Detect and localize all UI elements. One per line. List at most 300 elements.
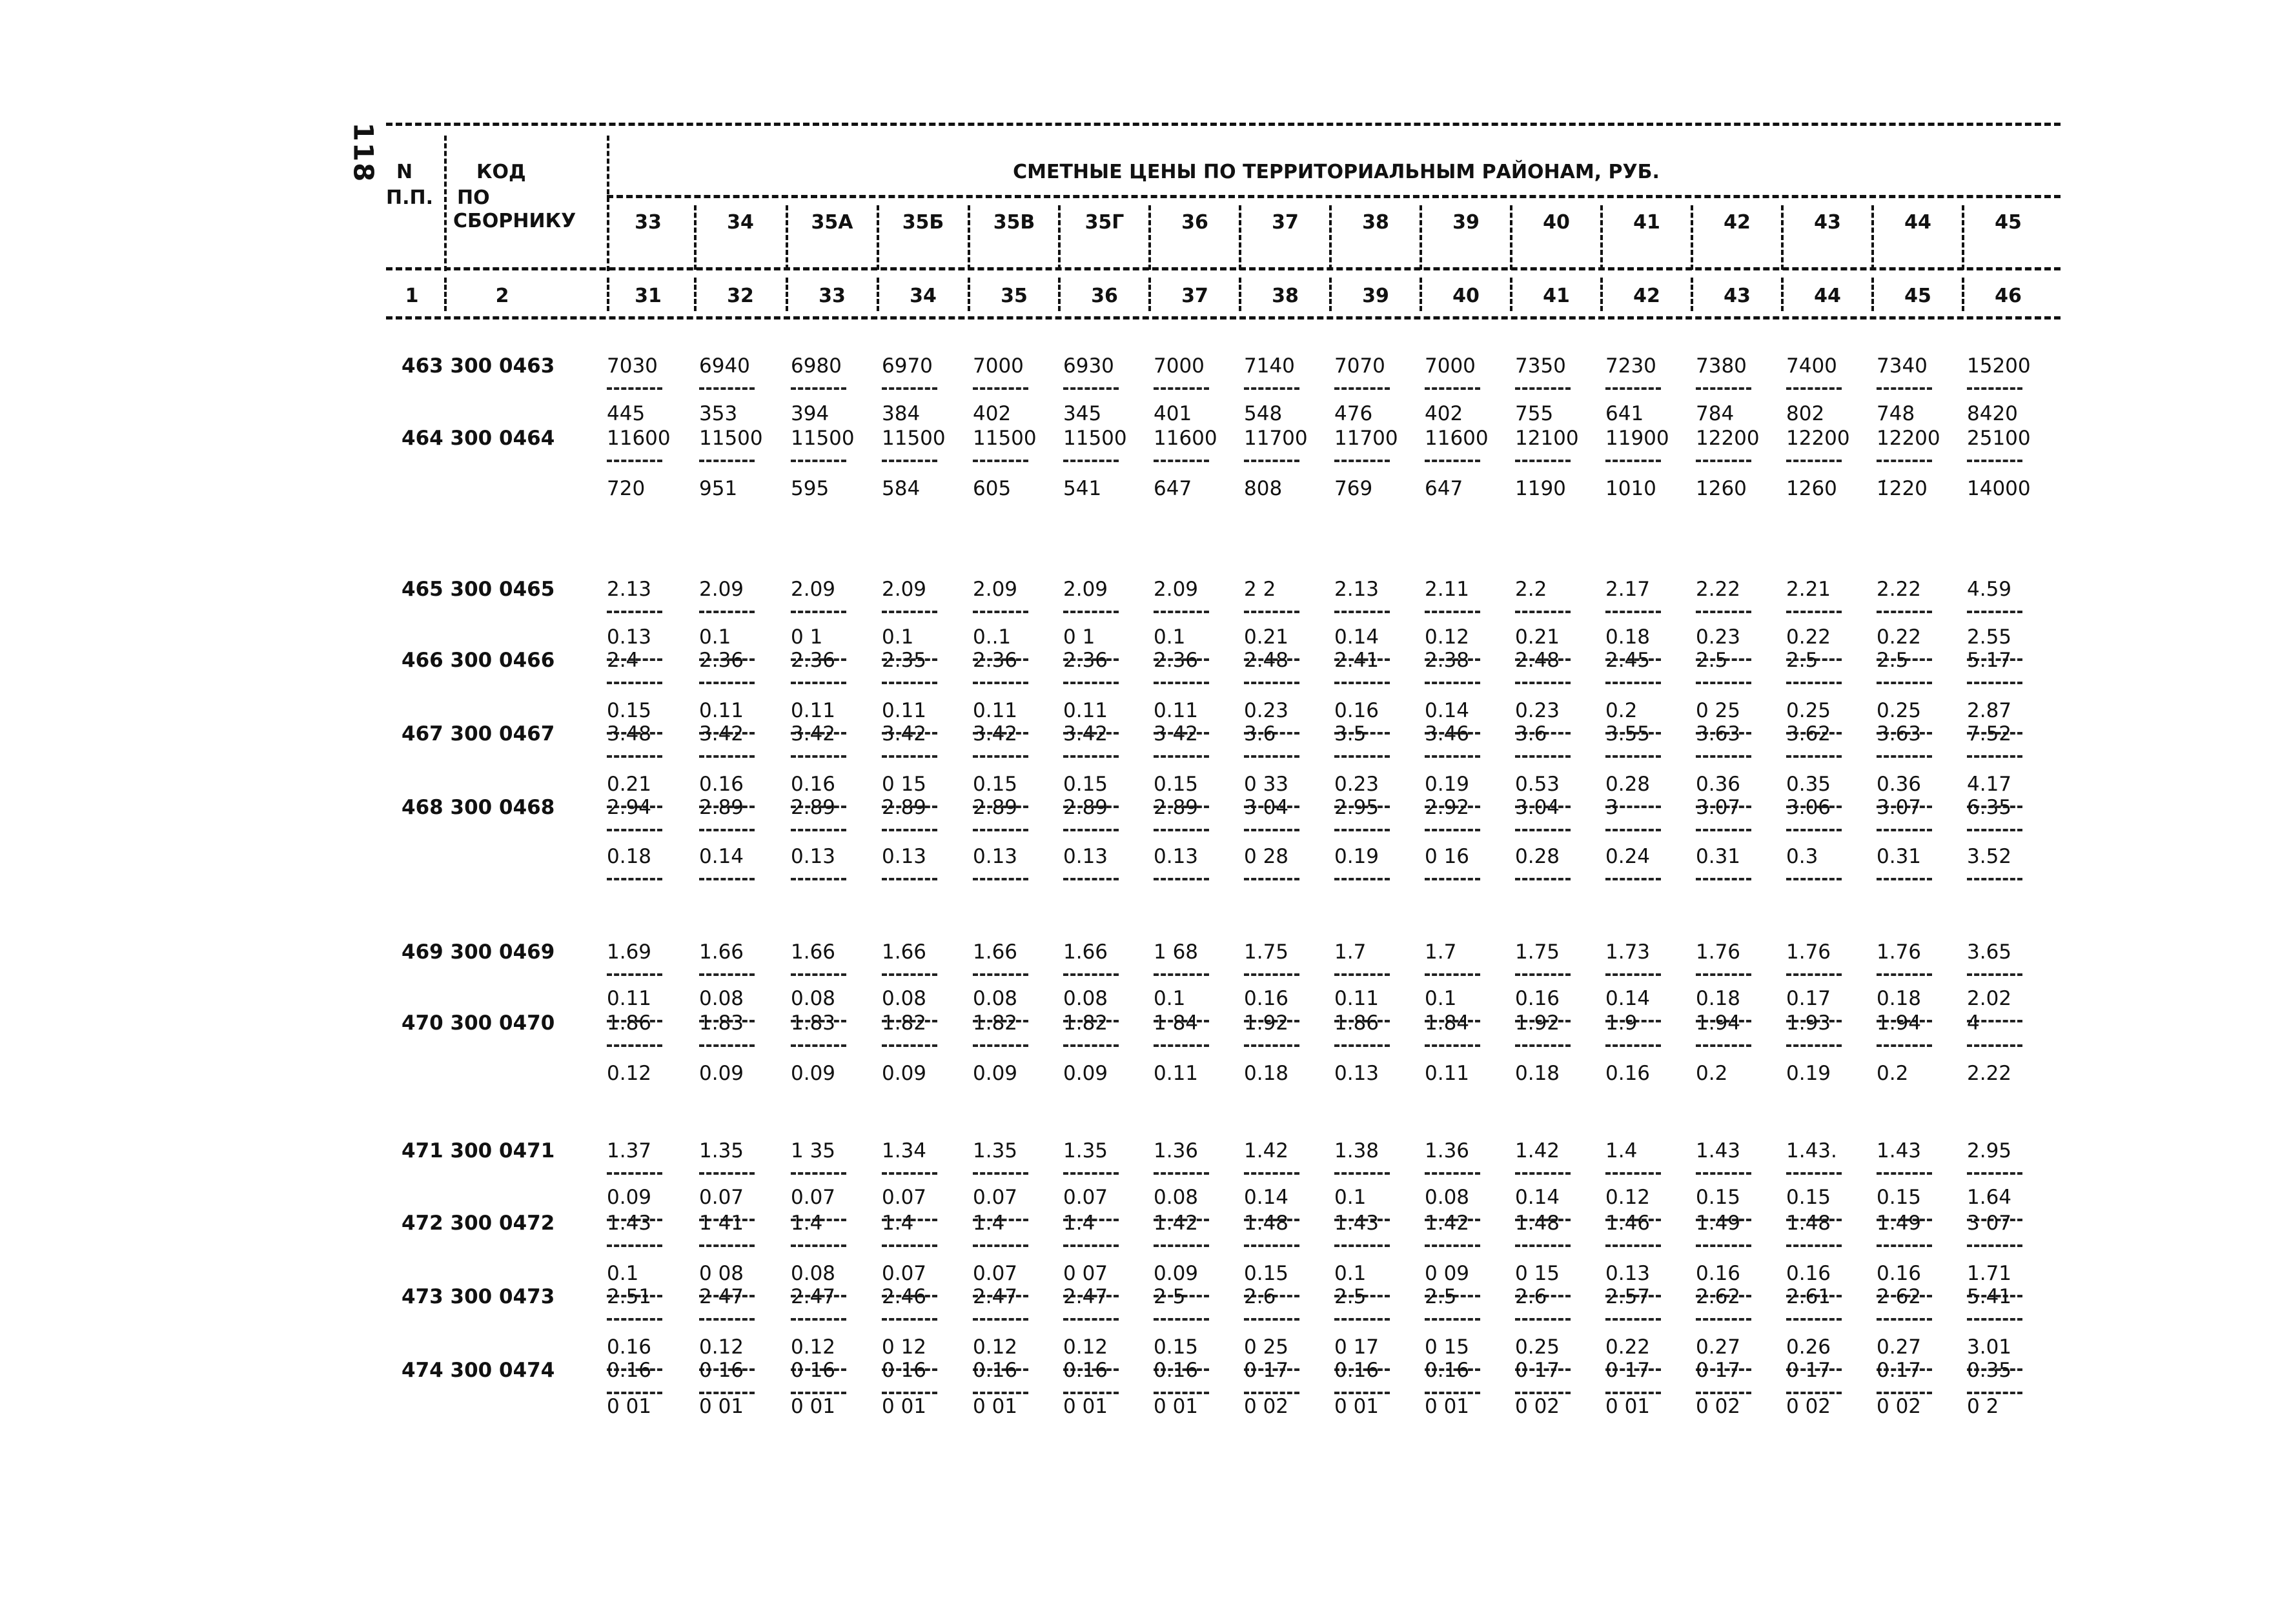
- price-cell: 1.66: [699, 940, 744, 964]
- price-cell: 0.16: [1244, 987, 1289, 1010]
- price-cell: 2.4: [607, 649, 639, 672]
- fraction-rule: [607, 1318, 662, 1321]
- price-cell: 0.11: [1334, 987, 1379, 1010]
- price-cell: 1260: [1696, 477, 1747, 500]
- index-number: 37: [1181, 285, 1208, 307]
- region-header: 35В: [993, 211, 1035, 234]
- price-cell: 0.07: [699, 1186, 744, 1209]
- fraction-rule: [1063, 1318, 1119, 1321]
- price-cell: 1.38: [1334, 1139, 1379, 1162]
- price-cell: 0 17: [1334, 1335, 1379, 1359]
- price-cell: 11500: [699, 427, 763, 450]
- fraction-rule: [1515, 682, 1571, 684]
- price-cell: 0 02: [1515, 1395, 1560, 1418]
- fraction-rule: [1696, 1318, 1751, 1321]
- divider-n: [444, 136, 447, 271]
- price-cell: 1.48: [1786, 1212, 1831, 1235]
- row-label: 467 300 0467: [402, 722, 555, 746]
- price-cell: 11700: [1244, 427, 1308, 450]
- price-cell: 0 16: [699, 1359, 744, 1382]
- fraction-rule: [1515, 1044, 1571, 1047]
- price-cell: 0.08: [791, 987, 836, 1010]
- column-separator: [1871, 205, 1874, 270]
- index-number: 32: [727, 285, 754, 307]
- fraction-rule: [973, 1318, 1028, 1321]
- price-cell: 0.18: [1877, 987, 1922, 1010]
- row-label: 466 300 0466: [402, 649, 555, 672]
- price-cell: 0.16: [791, 773, 836, 796]
- price-cell: 1.82: [882, 1011, 927, 1035]
- price-cell: 0.11: [699, 699, 744, 722]
- region-header: 35Б: [902, 211, 944, 234]
- fraction-rule: [1425, 682, 1480, 684]
- column-separator: [1962, 278, 1964, 311]
- price-cell: 2.47: [1063, 1285, 1108, 1308]
- price-cell: 0.3: [1786, 845, 1818, 868]
- price-cell: 0 17: [1696, 1359, 1741, 1382]
- fraction-rule: [1967, 755, 2022, 758]
- fraction-rule: [1244, 460, 1299, 462]
- price-cell: 2.45: [1605, 649, 1651, 672]
- price-cell: 11500: [791, 427, 855, 450]
- fraction-rule: [1605, 1392, 1661, 1394]
- price-cell: 7140: [1244, 354, 1295, 378]
- fraction-rule: [791, 1044, 846, 1047]
- fraction-rule: [1696, 1172, 1751, 1175]
- column-separator: [1871, 278, 1874, 311]
- price-cell: 1.93: [1786, 1011, 1831, 1035]
- fraction-rule: [882, 387, 937, 390]
- fraction-rule: [699, 1244, 755, 1247]
- price-cell: 1.43: [607, 1212, 652, 1235]
- fraction-rule: [973, 878, 1028, 880]
- fraction-rule: [1063, 1172, 1119, 1175]
- region-header: 37: [1272, 211, 1299, 234]
- fraction-rule: [1786, 829, 1842, 831]
- price-cell: 0.13: [882, 845, 927, 868]
- column-separator: [1420, 278, 1422, 311]
- price-cell: 1.7: [1334, 940, 1367, 964]
- fraction-rule: [1696, 878, 1751, 880]
- price-cell: 0 07: [1063, 1262, 1108, 1285]
- price-cell: 0 02: [1877, 1395, 1922, 1418]
- fraction-rule: [1515, 878, 1571, 880]
- fraction-rule: [1154, 1172, 1209, 1175]
- fraction-rule: [1877, 1172, 1932, 1175]
- price-cell: 2.36: [1063, 649, 1108, 672]
- fraction-rule: [1063, 1392, 1119, 1394]
- fraction-rule: [791, 973, 846, 976]
- fraction-rule: [1515, 460, 1571, 462]
- region-header: 40: [1543, 211, 1570, 234]
- price-cell: 0.22: [1786, 625, 1831, 649]
- price-cell: 755: [1515, 402, 1554, 425]
- price-cell: 2.89: [1063, 796, 1108, 819]
- fraction-rule: [1696, 387, 1751, 390]
- fraction-rule: [1696, 755, 1751, 758]
- price-cell: 0.08: [882, 987, 927, 1010]
- price-cell: 7350: [1515, 354, 1566, 378]
- fraction-rule: [1425, 611, 1480, 613]
- fraction-rule: [1877, 682, 1932, 684]
- price-cell: 0.15: [1154, 1335, 1199, 1359]
- fraction-rule: [1063, 460, 1119, 462]
- fraction-rule: [1425, 460, 1480, 462]
- price-cell: 2.55: [1967, 625, 2012, 649]
- fraction-rule: [791, 611, 846, 613]
- fraction-rule: [1877, 1044, 1932, 1047]
- header-rule: [386, 267, 2061, 270]
- price-cell: 12200: [1877, 427, 1940, 450]
- price-cell: 720: [607, 477, 646, 500]
- fraction-rule: [882, 1172, 937, 1175]
- fraction-rule: [1244, 1172, 1299, 1175]
- divider-n-idx: [444, 278, 447, 311]
- price-cell: 2.89: [1154, 796, 1199, 819]
- price-cell: 12200: [1786, 427, 1850, 450]
- fraction-rule: [882, 878, 937, 880]
- fraction-rule: [1063, 829, 1119, 831]
- fraction-rule: [1967, 1318, 2022, 1321]
- fraction-rule: [1605, 973, 1661, 976]
- price-cell: 0.1: [607, 1262, 639, 1285]
- price-cell: 1.42: [1515, 1139, 1560, 1162]
- fraction-rule: [699, 1044, 755, 1047]
- fraction-rule: [1877, 611, 1932, 613]
- price-cell: 0.12: [1063, 1335, 1108, 1359]
- price-cell: 1 68: [1154, 940, 1199, 964]
- index-number: 36: [1091, 285, 1118, 307]
- region-header: 41: [1633, 211, 1660, 234]
- price-cell: 0.1: [1334, 1186, 1367, 1209]
- index-number: 33: [819, 285, 846, 307]
- column-separator: [1510, 278, 1512, 311]
- price-cell: 2.36: [699, 649, 744, 672]
- price-cell: 3.07: [1696, 796, 1741, 819]
- price-cell: 0.1: [1425, 987, 1457, 1010]
- fraction-rule: [607, 1244, 662, 1247]
- fraction-rule: [607, 755, 662, 758]
- price-cell: 7070: [1334, 354, 1385, 378]
- price-cell: 1.46: [1605, 1212, 1651, 1235]
- price-cell: 1010: [1605, 477, 1656, 500]
- fraction-rule: [1063, 755, 1119, 758]
- fraction-rule: [791, 878, 846, 880]
- price-cell: 0.13: [1334, 1062, 1379, 1085]
- price-cell: 0.11: [1063, 699, 1108, 722]
- price-cell: 0.2: [1877, 1062, 1909, 1085]
- fraction-rule: [1334, 829, 1390, 831]
- column-separator: [1600, 278, 1603, 311]
- price-cell: 1.75: [1515, 940, 1560, 964]
- price-cell: 0.09: [973, 1062, 1018, 1085]
- price-cell: 0 01: [1334, 1395, 1379, 1418]
- column-separator: [1329, 205, 1332, 270]
- price-cell: 2.89: [973, 796, 1018, 819]
- price-cell: 2.46: [882, 1285, 927, 1308]
- price-cell: 0.11: [882, 699, 927, 722]
- price-cell: 3: [1605, 796, 1618, 819]
- price-cell: 2.61: [1786, 1285, 1831, 1308]
- price-cell: 1.83: [699, 1011, 744, 1035]
- fraction-rule: [1244, 611, 1299, 613]
- price-cell: 1.43: [1877, 1139, 1922, 1162]
- price-cell: 0.15: [1786, 1186, 1831, 1209]
- price-cell: 1.42: [1244, 1139, 1289, 1162]
- fraction-rule: [607, 829, 662, 831]
- price-cell: 2.5: [1877, 649, 1909, 672]
- price-cell: 1.76: [1877, 940, 1922, 964]
- fraction-rule: [1605, 1044, 1661, 1047]
- row-label: 470 300 0470: [402, 1011, 555, 1035]
- price-cell: 0.11: [607, 987, 652, 1010]
- fraction-rule: [1154, 1044, 1209, 1047]
- row-label: 468 300 0468: [402, 796, 555, 819]
- price-cell: 0.09: [1154, 1262, 1199, 1285]
- price-cell: 0.08: [699, 987, 744, 1010]
- price-cell: 0.21: [1244, 625, 1289, 649]
- fraction-rule: [1967, 611, 2022, 613]
- price-cell: 6.35: [1967, 796, 2012, 819]
- fraction-rule: [1786, 682, 1842, 684]
- fraction-rule: [973, 387, 1028, 390]
- price-cell: 12100: [1515, 427, 1579, 450]
- price-cell: 445: [607, 402, 646, 425]
- price-cell: 1.9: [1605, 1011, 1638, 1035]
- price-cell: 2.92: [1425, 796, 1470, 819]
- price-cell: 0.17: [1877, 1359, 1922, 1382]
- price-cell: 3.62: [1786, 722, 1831, 746]
- fraction-rule: [1063, 682, 1119, 684]
- fraction-rule: [607, 1172, 662, 1175]
- price-cell: 3.42: [791, 722, 836, 746]
- region-header: 36: [1181, 211, 1208, 234]
- index-number: 40: [1452, 285, 1480, 307]
- col-n-header-sub: П.П.: [386, 187, 434, 209]
- price-cell: 1.66: [791, 940, 836, 964]
- price-cell: 0 17: [1244, 1359, 1289, 1382]
- price-cell: 11700: [1334, 427, 1398, 450]
- price-cell: 3.5: [1334, 722, 1367, 746]
- divider-code-idx: [607, 278, 609, 311]
- fraction-rule: [1967, 682, 2022, 684]
- fraction-rule: [1154, 755, 1209, 758]
- index-number: 46: [1995, 285, 2022, 307]
- column-separator: [1058, 278, 1061, 311]
- price-cell: 2.21: [1786, 578, 1831, 601]
- price-cell: 1 35: [791, 1139, 836, 1162]
- price-cell: 0.16: [1334, 1359, 1379, 1382]
- fraction-rule: [882, 755, 937, 758]
- fraction-rule: [1425, 1244, 1480, 1247]
- price-cell: 11600: [607, 427, 671, 450]
- price-cell: 808: [1244, 477, 1283, 500]
- price-cell: 0.17: [1786, 987, 1831, 1010]
- price-cell: 769: [1334, 477, 1373, 500]
- price-cell: 0.14: [1334, 625, 1379, 649]
- price-cell: 2.62: [1696, 1285, 1741, 1308]
- price-cell: 0 02: [1696, 1395, 1741, 1418]
- fraction-rule: [973, 611, 1028, 613]
- column-separator: [1962, 205, 1964, 270]
- fraction-rule: [973, 1172, 1028, 1175]
- price-cell: 1.35: [973, 1139, 1018, 1162]
- price-cell: 0.08: [973, 987, 1018, 1010]
- fraction-rule: [699, 973, 755, 976]
- price-cell: 3.46: [1425, 722, 1470, 746]
- price-cell: 2.2: [1515, 578, 1547, 601]
- price-cell: 0.14: [1515, 1186, 1560, 1209]
- fraction-rule: [1154, 878, 1209, 880]
- fraction-rule: [791, 1318, 846, 1321]
- fraction-rule: [699, 829, 755, 831]
- fraction-rule: [607, 878, 662, 880]
- fraction-rule: [1605, 1244, 1661, 1247]
- fraction-rule: [1967, 1044, 2022, 1047]
- price-cell: 1.49: [1877, 1212, 1922, 1235]
- price-cell: 1.73: [1605, 940, 1651, 964]
- fraction-rule: [699, 1172, 755, 1175]
- price-cell: 2.48: [1515, 649, 1560, 672]
- fraction-rule: [1786, 973, 1842, 976]
- price-cell: 3.04: [1515, 796, 1560, 819]
- price-cell: 1.86: [1334, 1011, 1379, 1035]
- price-cell: 7380: [1696, 354, 1747, 378]
- fraction-rule: [882, 973, 937, 976]
- fraction-rule: [1515, 1392, 1571, 1394]
- price-cell: 0.08: [1154, 1186, 1199, 1209]
- price-cell: 0.08: [791, 1262, 836, 1285]
- price-cell: 951: [699, 477, 738, 500]
- fraction-rule: [1063, 387, 1119, 390]
- price-cell: 0.16: [699, 773, 744, 796]
- fraction-rule: [1696, 973, 1751, 976]
- region-header: 34: [727, 211, 754, 234]
- price-cell: 1.48: [1515, 1212, 1560, 1235]
- fraction-rule: [607, 611, 662, 613]
- fraction-rule: [1334, 973, 1390, 976]
- price-cell: 2.09: [973, 578, 1018, 601]
- fraction-rule: [1967, 1392, 2022, 1394]
- row-label: 465 300 0465: [402, 578, 555, 601]
- price-cell: 0.25: [1877, 699, 1922, 722]
- price-cell: 0.21: [1515, 625, 1560, 649]
- fraction-rule: [973, 460, 1028, 462]
- fraction-rule: [1877, 1392, 1932, 1394]
- row-label: 472 300 0472: [402, 1212, 555, 1235]
- price-cell: 0.16: [1515, 987, 1560, 1010]
- column-separator: [1781, 205, 1784, 270]
- column-separator: [1148, 278, 1151, 311]
- price-cell: 0.24: [1605, 845, 1651, 868]
- price-cell: 0 33: [1244, 773, 1289, 796]
- fraction-rule: [1877, 387, 1932, 390]
- price-cell: 0.16: [1063, 1359, 1108, 1382]
- price-cell: 1 41: [699, 1212, 744, 1235]
- fraction-rule: [1605, 682, 1661, 684]
- price-cell: 0 17: [1605, 1359, 1651, 1382]
- column-separator: [1420, 205, 1422, 270]
- price-cell: 3 04: [1244, 796, 1289, 819]
- fraction-rule: [1244, 387, 1299, 390]
- price-cell: 0.22: [1877, 625, 1922, 649]
- fraction-rule: [973, 829, 1028, 831]
- fraction-rule: [1605, 387, 1661, 390]
- price-cell: 0.1: [1334, 1262, 1367, 1285]
- fraction-rule: [1877, 755, 1932, 758]
- fraction-rule: [1696, 682, 1751, 684]
- price-cell: 0 01: [1605, 1395, 1651, 1418]
- fraction-rule: [1244, 1392, 1299, 1394]
- fraction-rule: [1877, 878, 1932, 880]
- price-cell: 1.64: [1967, 1186, 2012, 1209]
- fraction-rule: [791, 755, 846, 758]
- fraction-rule: [607, 973, 662, 976]
- price-cell: 0.16: [607, 1359, 652, 1382]
- price-cell: 2.47: [973, 1285, 1018, 1308]
- price-cell: 2 2: [1244, 578, 1276, 601]
- fraction-rule: [1154, 973, 1209, 976]
- price-cell: 1.76: [1696, 940, 1741, 964]
- price-cell: 1.48: [1244, 1212, 1289, 1235]
- row-label: 469 300 0469: [402, 940, 555, 964]
- fraction-rule: [1244, 1244, 1299, 1247]
- price-cell: 1̇220: [1877, 477, 1928, 500]
- fraction-rule: [1515, 1172, 1571, 1175]
- fraction-rule: [973, 1244, 1028, 1247]
- price-cell: 0.12: [1605, 1186, 1651, 1209]
- price-cell: 1.35: [699, 1139, 744, 1162]
- price-cell: 0.28: [1515, 845, 1560, 868]
- price-cell: 2.36: [1154, 649, 1199, 672]
- price-cell: 0.15: [973, 773, 1018, 796]
- fraction-rule: [882, 682, 937, 684]
- price-cell: 2.22: [1967, 1062, 2012, 1085]
- price-cell: 0.27: [1877, 1335, 1922, 1359]
- price-cell: 748: [1877, 402, 1915, 425]
- fraction-rule: [1967, 1172, 2022, 1175]
- fraction-rule: [607, 1044, 662, 1047]
- fraction-rule: [1786, 1318, 1842, 1321]
- price-cell: 1.42: [1425, 1212, 1470, 1235]
- fraction-rule: [1967, 460, 2022, 462]
- region-header: 45: [1995, 211, 2022, 234]
- region-header: 44: [1904, 211, 1931, 234]
- region-header: 42: [1724, 211, 1751, 234]
- fraction-rule: [1786, 460, 1842, 462]
- fraction-rule: [1334, 1044, 1390, 1047]
- price-cell: 0.31: [1877, 845, 1922, 868]
- price-cell: 0 01: [973, 1395, 1018, 1418]
- fraction-rule: [1786, 1044, 1842, 1047]
- price-cell: 12200: [1696, 427, 1760, 450]
- price-cell: 0 01: [1425, 1395, 1470, 1418]
- price-cell: 0.07: [973, 1186, 1018, 1209]
- price-cell: 0 15: [882, 773, 927, 796]
- price-cell: 11500: [973, 427, 1037, 450]
- price-cell: 0.12: [1425, 625, 1470, 649]
- column-separator: [694, 278, 697, 311]
- price-cell: 2.35: [882, 649, 927, 672]
- price-cell: 0.12: [791, 1335, 836, 1359]
- price-cell: 1.4: [882, 1212, 914, 1235]
- fraction-rule: [1425, 829, 1480, 831]
- fraction-rule: [1244, 973, 1299, 976]
- fraction-rule: [973, 1392, 1028, 1394]
- fraction-rule: [791, 1392, 846, 1394]
- price-cell: 1.7: [1425, 940, 1457, 964]
- fraction-rule: [1515, 611, 1571, 613]
